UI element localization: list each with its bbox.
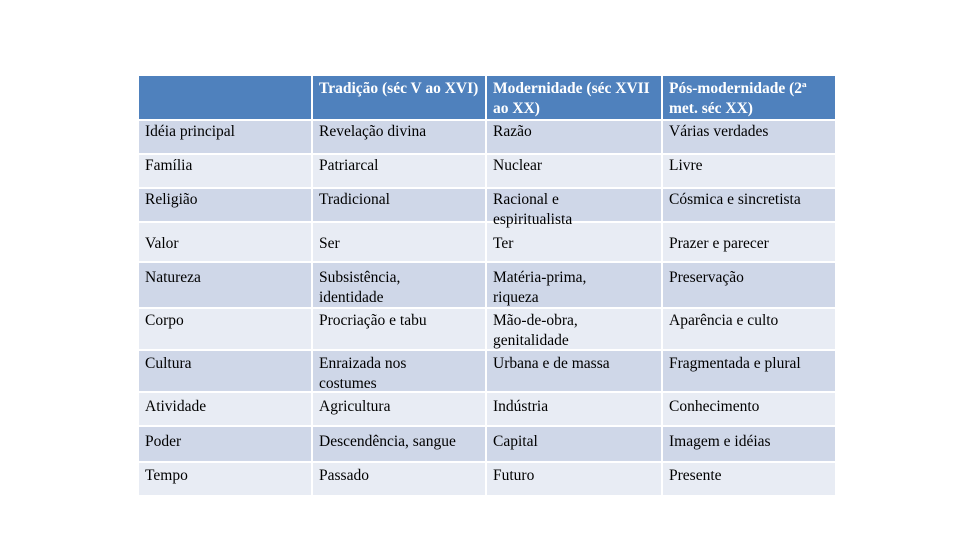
row-label-corpo: Corpo — [145, 312, 184, 329]
row-label-poder: Poder — [145, 433, 182, 450]
cell-pos-ideia: Várias verdades — [669, 123, 769, 140]
cell-modernidade-cultura: Urbana e de massa — [493, 355, 610, 372]
cell-tradicao-poder: Descendência, sangue — [319, 433, 456, 450]
header-pos-modernidade: Pós-modernidade (2ª met. séc XX) — [669, 80, 807, 118]
cell-modernidade-ideia: Razão — [493, 123, 532, 140]
cell-pos-cultura: Fragmentada e plural — [669, 355, 801, 372]
cell-modernidade-religiao: Racional e espiritualista — [493, 191, 573, 229]
cell-pos-atividade: Conhecimento — [669, 398, 760, 415]
cell-pos-familia: Livre — [669, 157, 703, 174]
header-corner-cell — [139, 76, 313, 121]
cell-modernidade-corpo: Mão-de-obra, genitalidade — [493, 312, 578, 350]
cell-pos-valor: Prazer e parecer — [669, 235, 769, 252]
cell-tradicao-tempo: Passado — [319, 467, 369, 484]
cell-tradicao-atividade: Agricultura — [319, 398, 391, 415]
header-tradicao: Tradição (séc V ao XVI) — [319, 80, 479, 97]
row-label-cultura: Cultura — [145, 355, 192, 372]
cell-modernidade-familia: Nuclear — [493, 157, 543, 174]
cell-pos-poder: Imagem e idéias — [669, 433, 771, 450]
row-label-valor: Valor — [145, 235, 179, 252]
cell-tradicao-valor: Ser — [319, 235, 340, 252]
cell-tradicao-religiao: Tradicional — [319, 191, 390, 208]
cell-tradicao-familia: Patriarcal — [319, 157, 379, 174]
row-label-natureza: Natureza — [145, 269, 201, 286]
header-modernidade: Modernidade (séc XVII ao XX) — [493, 80, 650, 118]
cell-pos-tempo: Presente — [669, 467, 722, 484]
row-label-ideia: Idéia principal — [145, 123, 235, 140]
cell-tradicao-natureza: Subsistência, identidade — [319, 269, 401, 307]
cell-modernidade-poder: Capital — [493, 433, 538, 450]
cell-pos-religiao: Cósmica e sincretista — [669, 191, 801, 208]
cell-tradicao-ideia: Revelação divina — [319, 123, 427, 140]
row-label-religiao: Religião — [145, 191, 198, 208]
cell-modernidade-natureza: Matéria-prima, riqueza — [493, 269, 587, 307]
row-label-familia: Família — [145, 157, 193, 174]
cell-tradicao-cultura: Enraizada nos costumes — [319, 355, 407, 393]
cell-modernidade-valor: Ter — [493, 235, 514, 252]
row-label-tempo: Tempo — [145, 467, 188, 484]
cell-pos-natureza: Preservação — [669, 269, 744, 286]
cell-modernidade-tempo: Futuro — [493, 467, 535, 484]
cell-tradicao-corpo: Procriação e tabu — [319, 312, 427, 329]
cell-modernidade-atividade: Indústria — [493, 398, 549, 415]
cell-pos-corpo: Aparência e culto — [669, 312, 779, 329]
row-label-atividade: Atividade — [145, 398, 207, 415]
